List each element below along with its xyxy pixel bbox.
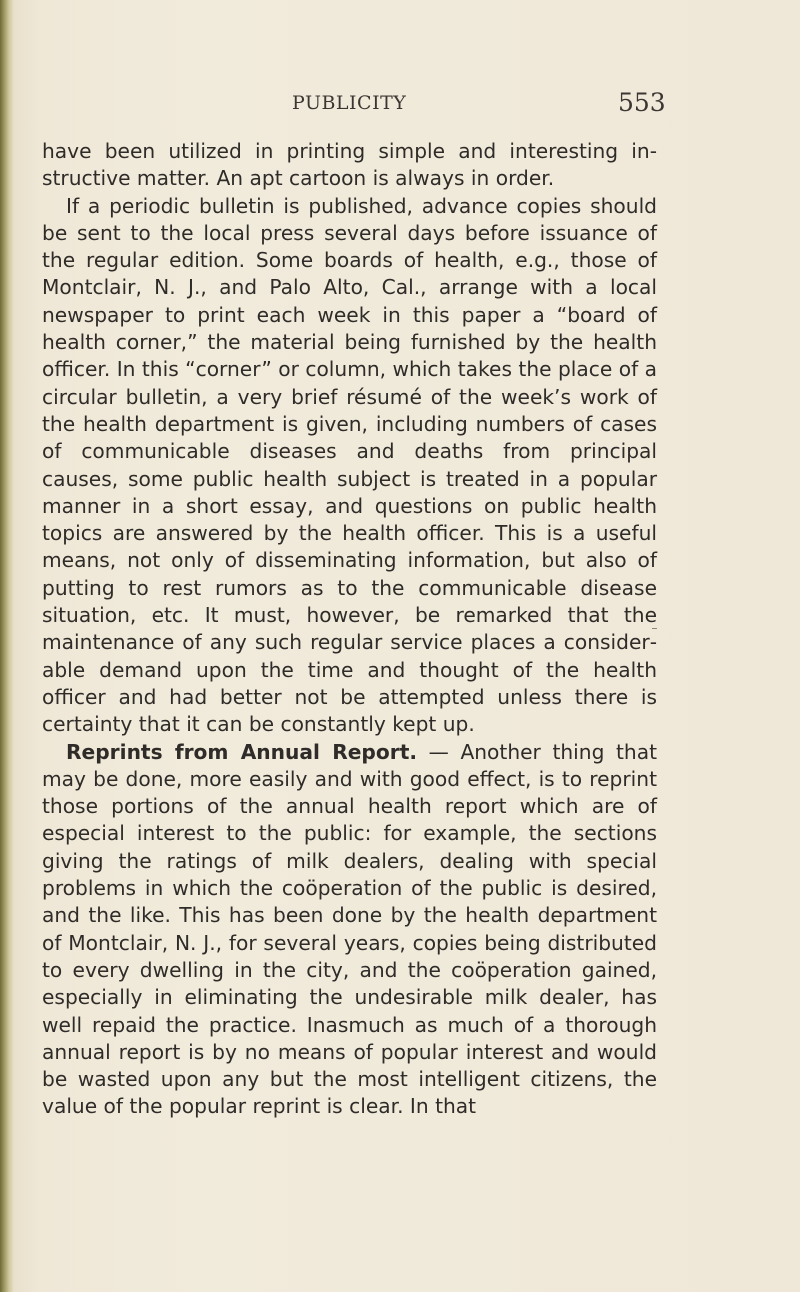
section-text: Another thing that may be done, more easily and with good effect, is to reprint those portions of the annual health report which are of especial interest to the public: for example, the sections giving the ratings of milk dealers, dealing with special problems in which the coöperation of the public is desired, and the like. This has been done by the health department of Montclair, N. J., for several years, copies being distributed to every dwelling in the city, and the coöperation gained, especially in eliminating the undesirable milk dealer, has well repaid the practice. Inasmuch as much of a thorough annual report is by no means of popular interest and would be wasted upon any but the most intelligent citizens, the value of the popular reprint is clear. In that <box>42 739 657 1119</box>
section-heading: Reprints from Annual Report. <box>66 739 418 764</box>
body-text <box>42 138 657 1121</box>
section-dash: — <box>417 739 461 764</box>
page-binding-edge <box>0 0 14 1292</box>
margin-mark <box>652 628 657 629</box>
paragraph-reprints <box>42 739 657 1121</box>
page-number: 553 <box>618 88 666 117</box>
running-header <box>0 88 800 128</box>
paragraph-continuation: have been utilized in printing simple and interesting instructive matter. An apt cartoon is always in order. <box>42 139 657 191</box>
paragraph-periodic-bulletin: If a periodic bulletin is published, advance copies should be sent to the local press several days before issuance of the regular edition. Some boards of health, e.g., those of Montclair, N. J., and Palo Alto, Cal., arrange with a local newspaper to print each week in this paper a “board of health corner,” the material being furnished by the health officer. In this “corner” or column, which takes the place of a circular bulletin, a very brief résumé of the week’s work of the health department is given, including numbers of cases of communicable diseases and deaths from principal causes, some public health subject is treated in a popular manner in a short essay, and questions on public health topics are answered by the health officer. This is a useful means, not only of disseminating information, but also of putting to rest rumors as to the communicable disease situation, etc. It must, however, be remarked that the maintenance of any such regular service places a considerable demand upon the time and thought of the health officer and had better not be attempted unless there is certainty that it can be constantly kept up. <box>42 193 657 737</box>
chapter-title: PUBLICITY <box>292 92 407 114</box>
